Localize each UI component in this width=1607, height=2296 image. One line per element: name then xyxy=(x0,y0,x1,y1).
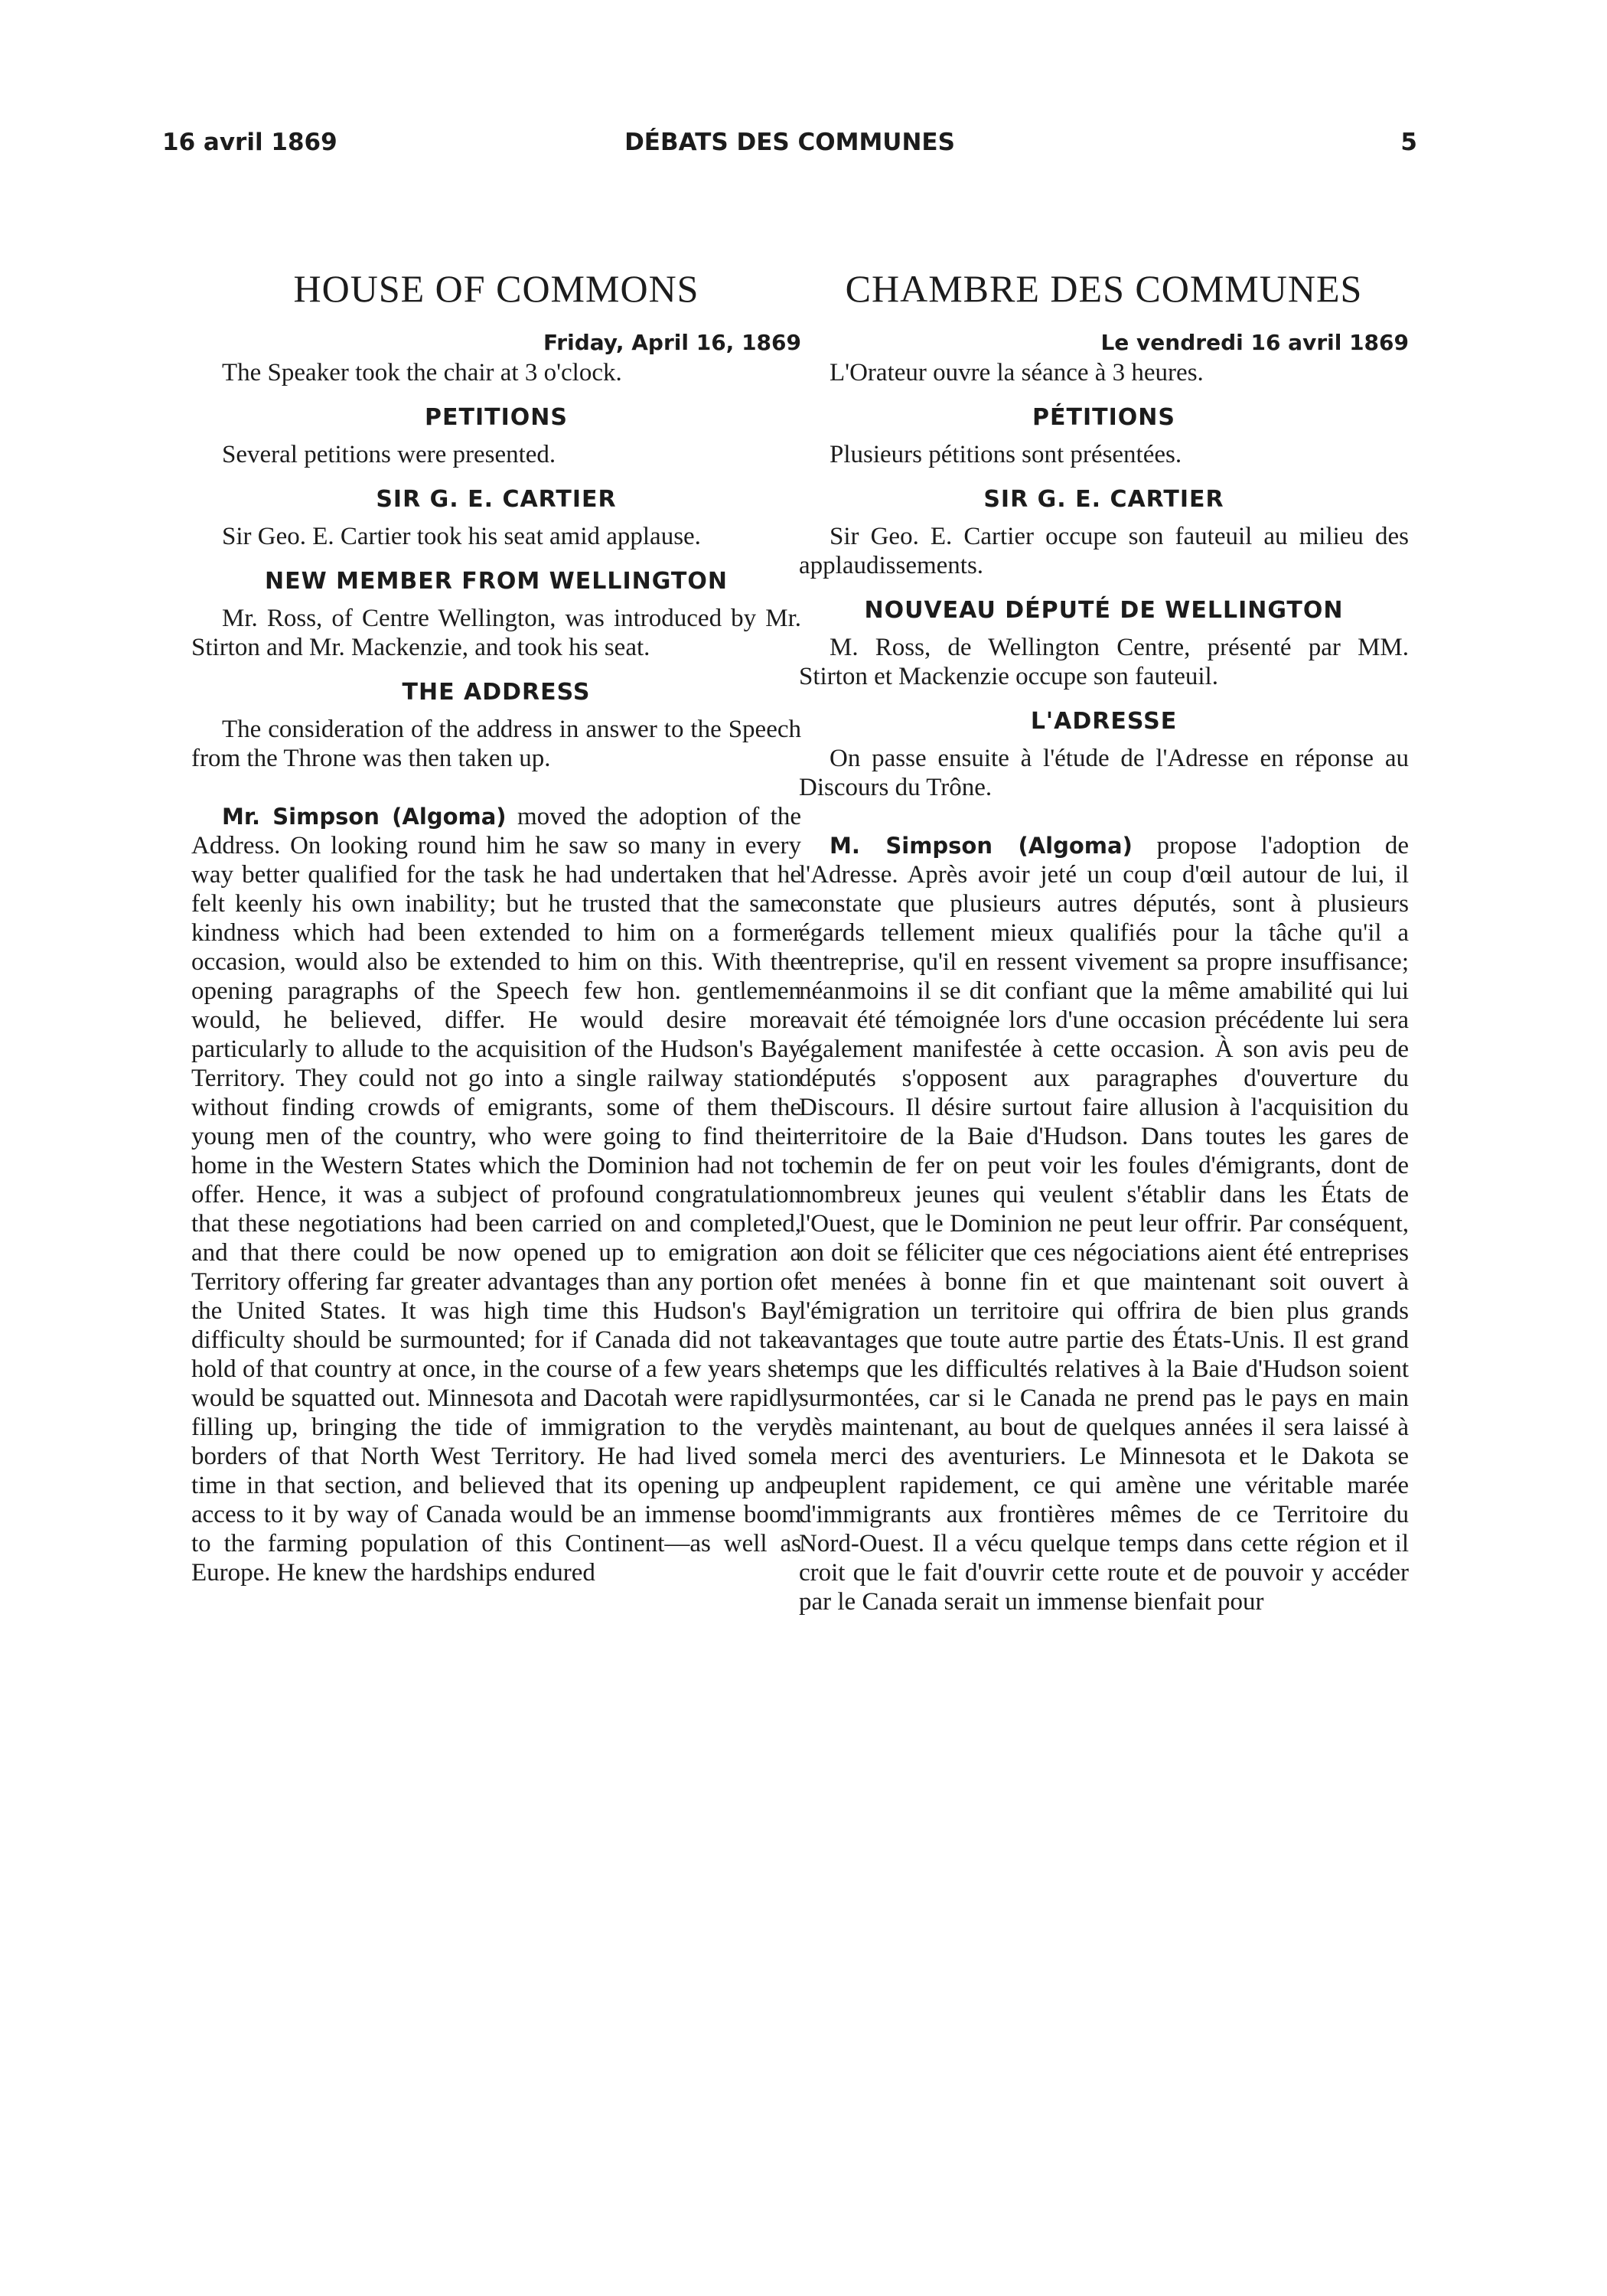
english-sitting-date: Friday, April 16, 1869 xyxy=(543,330,801,355)
french-cartier-text: Sir Geo. E. Cartier occupe son fauteuil au milieu des applaudissements. xyxy=(799,523,1409,579)
english-address-text: The consideration of the address in answer to the Speech from the Throne was then taken up. xyxy=(191,716,801,772)
english-cartier-heading: SIR G. E. CARTIER xyxy=(376,486,617,513)
french-new-member-heading: NOUVEAU DÉPUTÉ DE WELLINGTON xyxy=(864,597,1344,624)
english-petitions-heading: PETITIONS xyxy=(425,404,568,431)
english-opening: The Speaker took the chair at 3 o'clock. xyxy=(222,359,622,386)
french-petitions-heading: PÉTITIONS xyxy=(1032,404,1175,431)
french-cartier-heading: SIR G. E. CARTIER xyxy=(983,486,1224,513)
french-sitting-date: Le vendredi 16 avril 1869 xyxy=(1100,330,1409,355)
english-column xyxy=(191,268,801,1587)
french-column xyxy=(799,268,1409,1616)
english-address-heading: THE ADDRESS xyxy=(402,679,591,706)
french-opening: L'Orateur ouvre la séance à 3 heures. xyxy=(830,359,1204,386)
english-title: HOUSE OF COMMONS xyxy=(293,267,699,310)
english-speech xyxy=(191,802,801,1587)
english-speech-text: moved the adoption of the Address. On looking round him he saw so many in every way better qualified for the task he had undertaken that he felt keenly his own inability; but he trusted that the same kindness which had been extended to him on a former occasion, would also be extended to him on this. With the opening paragraphs of the Speech few hon. gentlemen would, he believed, differ. He would desire more particularly to allude to the acquisition of the Hudson's Bay Territory. They could not go into a single railway station without finding crowds of emigrants, some of them the young men of the country, who were going to find their home in the Western States which the Dominion had not to offer. Hence, it was a subject of profound congratulation that these negotiations had been carried on and completed, and that there could be now opened up to emigration a Territory offering far greater advantages than any portion of the United States. It was high time this Hudson's Bay difficulty should be surmounted; for if Canada did not take hold of that country at once, in the course of a few years she would be squatted out. Minnesota and Dacotah were rapidly filling up, bringing the tide of immigration to the very borders of that North West Territory. He had lived some time in that section, and believed that its opening up and access to it by way of Canada would be an immense boom to the farming population of this Continent—as well as Europe. He knew the hardships endured xyxy=(191,803,801,1587)
page-number: 5 xyxy=(1400,129,1417,156)
french-title: CHAMBRE DES COMMUNES xyxy=(845,267,1363,310)
english-cartier-text: Sir Geo. E. Cartier took his seat amid applause. xyxy=(222,523,701,550)
header-title: DÉBATS DES COMMUNES xyxy=(624,129,955,156)
french-petitions-text: Plusieurs pétitions sont présentées. xyxy=(830,441,1182,468)
english-new-member-text: Mr. Ross, of Centre Wellington, was introduced by Mr. Stirton and Mr. Mackenzie, and took his seat. xyxy=(191,605,801,661)
french-address-text: On passe ensuite à l'étude de l'Adresse en réponse au Discours du Trône. xyxy=(799,745,1409,801)
french-speaker-name: M. Simpson (Algoma) xyxy=(830,833,1133,859)
running-header xyxy=(162,129,1417,162)
english-new-member-heading: NEW MEMBER FROM WELLINGTON xyxy=(265,568,728,595)
header-date: 16 avril 1869 xyxy=(162,129,337,156)
french-speech xyxy=(799,831,1409,1616)
french-speech-text: propose l'adoption de l'Adresse. Après avoir jeté un coup d'œil autour de lui, il constate que plusieurs autres députés, sont à plusieurs égards tellement mieux qualifiés pour la tâche qu'il a entreprise, qu'il en ressent vivement sa propre insuffisance; néanmoins il se dit confiant que la même amabilité qui lui avait été témoignée lors d'une occasion précédente lui sera également manifestée à cette occasion. À son avis peu de députés s'opposent aux paragraphes d'ouverture du Discours. Il désire surtout faire allusion à l'acquisition du territoire de la Baie d'Hudson. Dans toutes les gares de chemin de fer on peut voir les foules d'émigrants, dont de nombreux jeunes qui veulent s'établir dans les États de l'Ouest, que le Dominion ne peut leur offrir. Par conséquent, on doit se féliciter que ces négociations aient été entreprises et menées à bonne fin et que maintenant soit ouvert à l'émigration un territoire qui offrira de bien plus grands avantages que toute autre partie des États-Unis. Il est grand temps que les difficultés relatives à la Baie d'Hudson soient surmontées, car si le Canada ne prend pas le pays en main dès maintenant, au bout de quelques années il sera laissé à la merci des aventuriers. Le Minnesota et le Dakota se peuplent rapidement, ce qui amène une véritable marée d'immigrants aux frontières mêmes de ce Territoire du Nord-Ouest. Il a vécu quelque temps dans cette région et il croit que le fait d'ouvrir cette route et de pouvoir y accéder par le Canada serait un immense bienfait pour xyxy=(799,832,1409,1616)
english-petitions-text: Several petitions were presented. xyxy=(222,441,556,468)
french-new-member-text: M. Ross, de Wellington Centre, présenté par MM. Stirton et Mackenzie occupe son fauteuil. xyxy=(799,634,1409,690)
english-speaker-name: Mr. Simpson (Algoma) xyxy=(222,804,507,830)
french-address-heading: L'ADRESSE xyxy=(1030,708,1178,735)
